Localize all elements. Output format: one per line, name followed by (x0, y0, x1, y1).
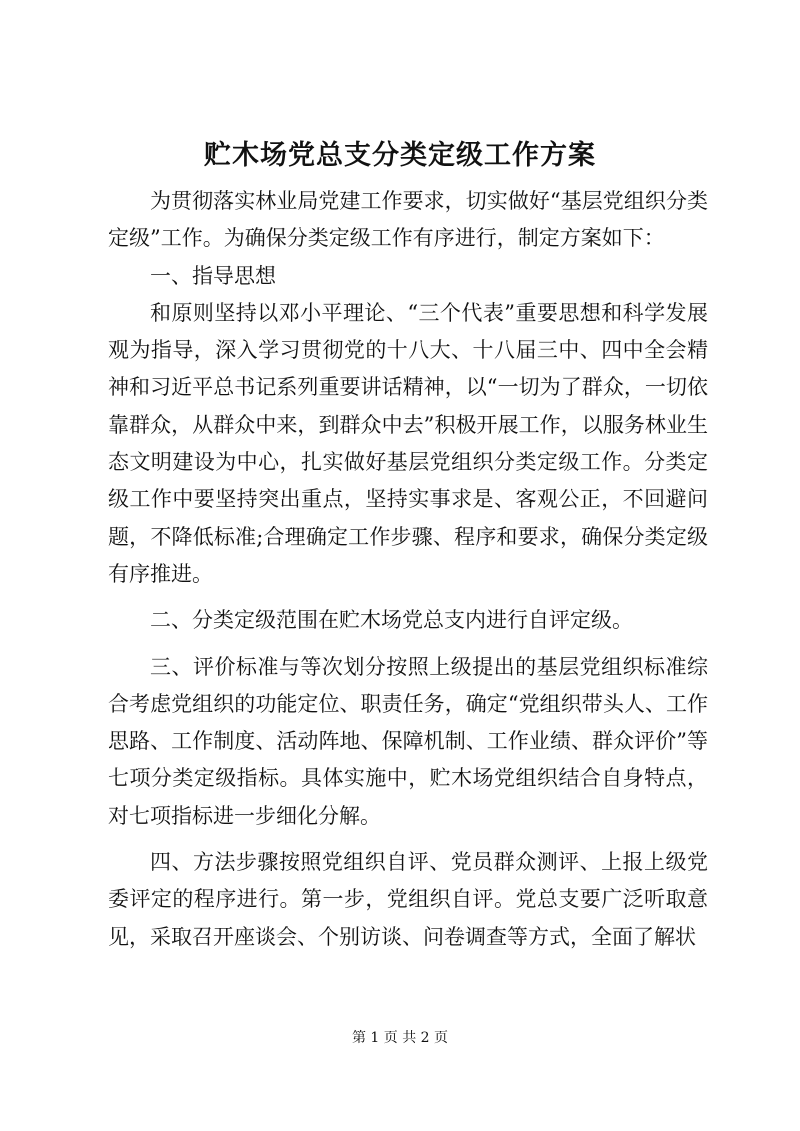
page-footer: 第 1 页 共 2 页 (351, 1030, 449, 1046)
paragraph-intro: 为贯彻落实林业局党建工作要求，切实做好“基层党组织分类定级”工作。为确保分类定级工作有序进行，制定方案如下： (108, 189, 708, 251)
paragraph-evaluation-criteria: 三、评价标准与等次划分按照上级提出的基层党组织标准综合考虑党组织的功能定位、职责任务，确定“党组织带头人、工作思路、工作制度、活动阵地、保障机制、工作业绩、群众评价”等七项分类定级指标。具体实施中，贮木场党组织结合自身特点，对七项指标进一步细化分解。 (108, 654, 708, 828)
document-body (108, 183, 708, 956)
document-title: 贮木场党总支分类定级工作方案 (204, 140, 596, 171)
paragraph-methods-steps: 四、方法步骤按照党组织自评、党员群众测评、上报上级党委评定的程序进行。第一步，党组织自评。党总支要广泛听取意见，采取召开座谈会、个别访谈、问卷调查等方式，全面了解状 (108, 850, 708, 949)
section-heading-guiding-ideology: 一、指导思想 (150, 263, 276, 288)
paragraph-scope: 二、分类定级范围在贮木场党总支内进行自评定级。 (150, 608, 633, 633)
paragraph-guiding-principles: 和原则坚持以邓小平理论、“三个代表”重要思想和科学发展观为指导，深入学习贯彻党的十八大、十八届三中、四中全会精神和习近平总书记系列重要讲话精神，以“一切为了群众，一切依靠群众，从群众中来，到群众中去”积极开展工作，以服务林业生态文明建设为中心，扎实做好基层党组织分类定级工作。分类定级工作中要坚持突出重点，坚持实事求是、客观公正，不回避问题，不降低标准;合理确定工作步骤、程序和要求，确保分类定级有序推进。 (108, 300, 708, 586)
